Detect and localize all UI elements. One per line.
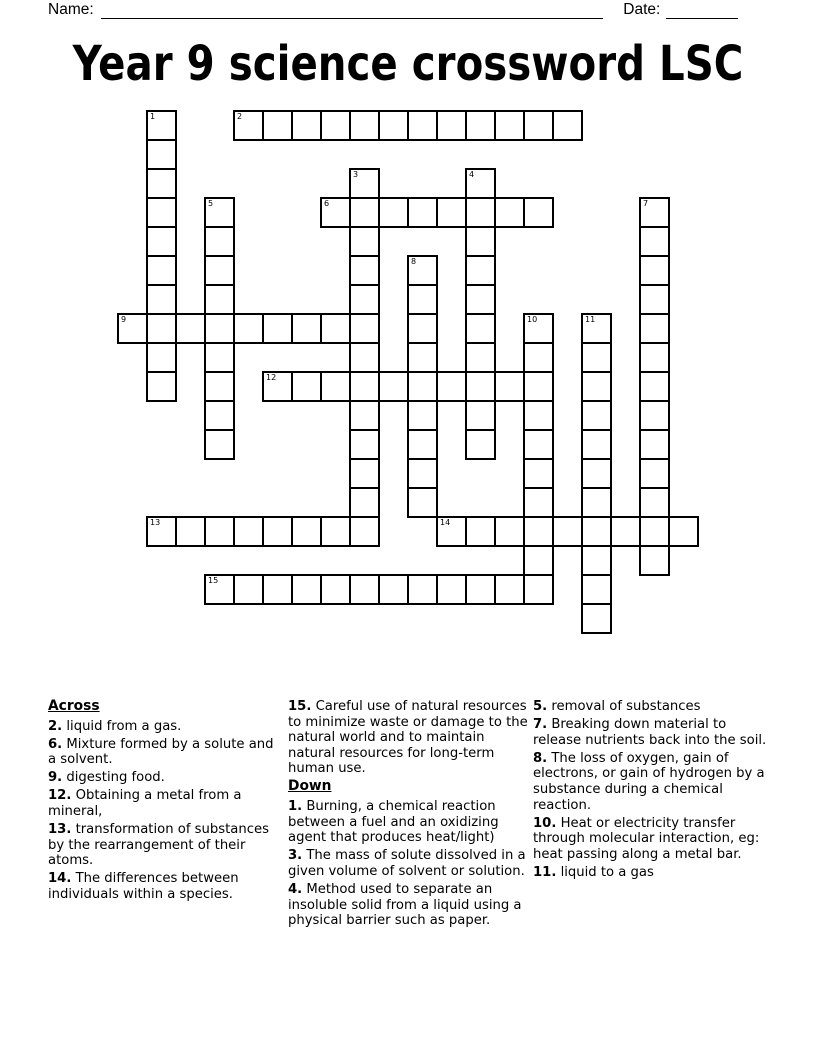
grid-cell[interactable]: [581, 545, 612, 576]
across-clues-list: [48, 719, 281, 903]
grid-cell[interactable]: [378, 371, 409, 402]
clue-number-label: 2.: [48, 718, 63, 734]
grid-cell[interactable]: [146, 139, 177, 170]
across-heading: Across: [48, 698, 100, 714]
grid-cell[interactable]: [175, 313, 206, 344]
clue-text: removal of substances: [547, 699, 701, 714]
grid-cell[interactable]: [262, 313, 293, 344]
clue-number-label: 11.: [533, 864, 557, 880]
clue-across-12: [48, 788, 281, 819]
grid-cell[interactable]: [436, 110, 467, 141]
grid-cell[interactable]: [494, 516, 525, 547]
grid-cell[interactable]: [523, 110, 554, 141]
grid-cell[interactable]: [523, 400, 554, 431]
grid-cell[interactable]: [262, 516, 293, 547]
clue-text: digesting food.: [62, 770, 165, 786]
grid-cell[interactable]: [581, 603, 612, 634]
grid-cell[interactable]: [523, 458, 554, 489]
clue-number-label: 12.: [48, 788, 72, 804]
name-input-line[interactable]: [101, 2, 604, 19]
grid-cell[interactable]: [523, 342, 554, 373]
grid-cell[interactable]: [436, 371, 467, 402]
grid-cell[interactable]: [639, 226, 670, 257]
grid-cell[interactable]: [465, 371, 496, 402]
grid-cell[interactable]: [349, 458, 380, 489]
page-title: Year 9 science crossword LSC: [72, 36, 744, 92]
grid-clue-number: 9: [121, 315, 127, 324]
grid-cell[interactable]: [349, 429, 380, 460]
grid-cell[interactable]: [291, 110, 322, 141]
grid-cell[interactable]: [320, 313, 351, 344]
grid-cell[interactable]: [320, 197, 351, 228]
grid-cell[interactable]: [668, 516, 699, 547]
grid-cell[interactable]: [436, 516, 467, 547]
grid-cell[interactable]: [262, 371, 293, 402]
clue-text: The differences between individuals within a species.: [48, 871, 239, 903]
grid-cell[interactable]: [204, 574, 235, 605]
grid-cell[interactable]: [407, 313, 438, 344]
grid-cell[interactable]: [204, 429, 235, 460]
grid-cell[interactable]: [639, 487, 670, 518]
grid-cell[interactable]: [378, 110, 409, 141]
grid-cell[interactable]: [204, 255, 235, 286]
name-label: Name:: [48, 1, 94, 18]
clue-down-7: [533, 717, 771, 748]
grid-cell[interactable]: [465, 168, 496, 199]
clue-text: transformation of substances by the rearrangement of their atoms.: [48, 822, 269, 869]
grid-clue-number: 8: [411, 257, 417, 266]
grid-clue-number: 1: [150, 112, 156, 121]
grid-cell[interactable]: [407, 197, 438, 228]
clues-column-3: [533, 699, 771, 883]
grid-cell[interactable]: [349, 574, 380, 605]
date-input-line[interactable]: [666, 2, 738, 19]
grid-cell[interactable]: [581, 371, 612, 402]
grid-cell[interactable]: [639, 284, 670, 315]
grid-cell[interactable]: [291, 574, 322, 605]
grid-cell[interactable]: [581, 313, 612, 344]
clue-number-label: 8.: [533, 750, 548, 766]
grid-cell[interactable]: [465, 313, 496, 344]
grid-clue-number: 13: [150, 518, 161, 527]
grid-cell[interactable]: [523, 516, 554, 547]
grid-cell[interactable]: [465, 197, 496, 228]
grid-cell[interactable]: [146, 168, 177, 199]
clue-number-label: 14.: [48, 871, 72, 887]
clue-down-4: [288, 882, 531, 929]
grid-clue-number: 2: [237, 112, 243, 121]
grid-cell[interactable]: [349, 284, 380, 315]
grid-cell[interactable]: [204, 342, 235, 373]
clue-down-10: [533, 816, 771, 863]
clue-number-label: 15.: [288, 699, 312, 714]
clues-column-1: [48, 699, 281, 905]
grid-cell[interactable]: [581, 516, 612, 547]
clue-text: Obtaining a metal from a mineral,: [48, 788, 242, 820]
grid-clue-number: 5: [208, 199, 214, 208]
clue-down-1: [288, 799, 531, 846]
across-clues-overflow: [288, 699, 531, 777]
grid-clue-number: 12: [266, 373, 277, 382]
grid-cell[interactable]: [639, 400, 670, 431]
grid-cell[interactable]: [523, 371, 554, 402]
grid-cell[interactable]: [465, 255, 496, 286]
clue-across-13: [48, 822, 281, 869]
grid-cell[interactable]: [639, 255, 670, 286]
grid-cell[interactable]: [639, 458, 670, 489]
grid-cell[interactable]: [204, 313, 235, 344]
clue-down-11: [533, 865, 771, 881]
grid-cell[interactable]: [639, 313, 670, 344]
grid-cell[interactable]: [349, 110, 380, 141]
grid-cell[interactable]: [581, 400, 612, 431]
grid-cell[interactable]: [349, 371, 380, 402]
grid-cell[interactable]: [349, 400, 380, 431]
grid-cell[interactable]: [204, 197, 235, 228]
grid-cell[interactable]: [117, 313, 148, 344]
grid-cell[interactable]: [639, 545, 670, 576]
grid-cell[interactable]: [204, 371, 235, 402]
grid-cell[interactable]: [233, 516, 264, 547]
grid-cell[interactable]: [146, 371, 177, 402]
grid-cell[interactable]: [320, 574, 351, 605]
grid-cell[interactable]: [349, 255, 380, 286]
grid-cell[interactable]: [320, 516, 351, 547]
down-clues-overflow: [533, 699, 771, 881]
grid-cell[interactable]: [465, 429, 496, 460]
grid-cell[interactable]: [233, 574, 264, 605]
grid-cell[interactable]: [233, 110, 264, 141]
grid-cell[interactable]: [407, 400, 438, 431]
grid-cell[interactable]: [349, 168, 380, 199]
clue-number-label: 4.: [288, 882, 303, 898]
grid-cell[interactable]: [639, 371, 670, 402]
grid-cell[interactable]: [378, 197, 409, 228]
grid-cell[interactable]: [204, 516, 235, 547]
grid-cell[interactable]: [407, 458, 438, 489]
clue-across-2: [48, 719, 281, 735]
grid-cell[interactable]: [175, 516, 206, 547]
clue-across-9: [48, 770, 281, 786]
grid-cell[interactable]: [146, 197, 177, 228]
grid-cell[interactable]: [320, 371, 351, 402]
grid-cell[interactable]: [494, 110, 525, 141]
clue-across-14: [48, 871, 281, 902]
grid-cell[interactable]: [552, 110, 583, 141]
name-date-bar: [48, 1, 738, 19]
grid-cell[interactable]: [465, 284, 496, 315]
down-heading: Down: [288, 778, 332, 795]
clue-down-3: [288, 848, 531, 879]
grid-cell[interactable]: [523, 545, 554, 576]
grid-cell[interactable]: [639, 197, 670, 228]
grid-clue-number: 11: [585, 315, 596, 324]
grid-cell[interactable]: [407, 284, 438, 315]
grid-cell[interactable]: [349, 197, 380, 228]
grid-cell[interactable]: [349, 516, 380, 547]
grid-cell[interactable]: [407, 429, 438, 460]
clue-text: The loss of oxygen, gain of electrons, or gain of hydrogen by a substance during a chemical reaction.: [533, 750, 765, 813]
grid-cell[interactable]: [204, 226, 235, 257]
clue-number-label: 7.: [533, 717, 548, 733]
grid-cell[interactable]: [465, 226, 496, 257]
clue-number-label: 1.: [288, 799, 303, 815]
grid-cell[interactable]: [494, 197, 525, 228]
grid-cell[interactable]: [436, 574, 467, 605]
clue-number-label: 6.: [48, 736, 63, 752]
grid-cell[interactable]: [523, 313, 554, 344]
grid-cell[interactable]: [146, 284, 177, 315]
grid-cell[interactable]: [639, 516, 670, 547]
grid-cell[interactable]: [291, 371, 322, 402]
clues-column-2: [288, 699, 531, 931]
grid-clue-number: 4: [469, 170, 475, 179]
grid-cell[interactable]: [146, 255, 177, 286]
grid-clue-number: 10: [527, 315, 538, 324]
grid-cell[interactable]: [610, 516, 641, 547]
grid-cell[interactable]: [407, 574, 438, 605]
grid-cell[interactable]: [320, 110, 351, 141]
grid-cell[interactable]: [146, 342, 177, 373]
grid-cell[interactable]: [407, 371, 438, 402]
grid-clue-number: 3: [353, 170, 359, 179]
grid-cell[interactable]: [523, 197, 554, 228]
grid-clue-number: 15: [208, 576, 219, 585]
date-label: Date:: [623, 1, 661, 18]
grid-cell[interactable]: [291, 313, 322, 344]
grid-cell[interactable]: [146, 313, 177, 344]
grid-cell[interactable]: [349, 342, 380, 373]
grid-cell[interactable]: [146, 110, 177, 141]
clue-text: liquid to a gas: [556, 864, 654, 880]
clue-text: Method used to separate an insoluble solid from a liquid using a physical barrier such as paper.: [288, 882, 522, 929]
grid-cell[interactable]: [407, 110, 438, 141]
grid-cell[interactable]: [262, 574, 293, 605]
clue-number-label: 3.: [288, 848, 303, 864]
grid-cell[interactable]: [494, 574, 525, 605]
grid-cell[interactable]: [291, 516, 322, 547]
grid-cell[interactable]: [465, 516, 496, 547]
grid-cell[interactable]: [581, 342, 612, 373]
clue-text: Burning, a chemical reaction between a fuel and an oxidizing agent that produces heat/light): [288, 799, 499, 846]
grid-cell[interactable]: [349, 487, 380, 518]
grid-cell[interactable]: [146, 516, 177, 547]
clue-text: Heat or electricity transfer through molecular interaction, eg: heat passing along a metal bar.: [533, 815, 760, 862]
grid-cell[interactable]: [552, 516, 583, 547]
clue-down-5: [533, 699, 771, 715]
clue-text: Careful use of natural resources to minimize waste or damage to the natural world and to maintain natural resources for long-term human use.: [288, 699, 528, 777]
grid-cell[interactable]: [204, 400, 235, 431]
grid-cell[interactable]: [465, 400, 496, 431]
grid-cell[interactable]: [407, 487, 438, 518]
grid-cell[interactable]: [349, 313, 380, 344]
grid-clue-number: 6: [324, 199, 330, 208]
grid-cell[interactable]: [349, 226, 380, 257]
grid-clue-number: 14: [440, 518, 451, 527]
grid-cell[interactable]: [523, 574, 554, 605]
clue-across-15: [288, 699, 531, 777]
grid-cell[interactable]: [204, 284, 235, 315]
grid-cell[interactable]: [233, 313, 264, 344]
grid-cell[interactable]: [581, 574, 612, 605]
clue-across-6: [48, 737, 281, 768]
clue-number-label: 5.: [533, 699, 548, 714]
clue-text: Mixture formed by a solute and a solvent.: [48, 736, 274, 768]
grid-cell[interactable]: [639, 342, 670, 373]
grid-cell[interactable]: [465, 342, 496, 373]
grid-cell[interactable]: [581, 429, 612, 460]
clue-number-label: 13.: [48, 822, 72, 838]
grid-cell[interactable]: [581, 458, 612, 489]
grid-cell[interactable]: [407, 255, 438, 286]
grid-cell[interactable]: [146, 226, 177, 257]
clue-number-label: 10.: [533, 815, 557, 831]
grid-cell[interactable]: [262, 110, 293, 141]
clue-text: liquid from a gas.: [62, 718, 182, 734]
grid-cell[interactable]: [523, 429, 554, 460]
grid-cell[interactable]: [465, 574, 496, 605]
grid-cell[interactable]: [494, 371, 525, 402]
grid-cell[interactable]: [407, 342, 438, 373]
clue-down-8: [533, 751, 771, 813]
grid-cell[interactable]: [378, 574, 409, 605]
clue-text: Breaking down material to release nutrients back into the soil.: [533, 717, 767, 748]
grid-cell[interactable]: [581, 487, 612, 518]
down-clues-list: [288, 799, 531, 929]
grid-cell[interactable]: [639, 429, 670, 460]
clue-text: The mass of solute dissolved in a given volume of solvent or solution.: [288, 848, 526, 879]
clue-number-label: 9.: [48, 770, 63, 786]
grid-clue-number: 7: [643, 199, 649, 208]
grid-cell[interactable]: [465, 110, 496, 141]
grid-cell[interactable]: [436, 197, 467, 228]
grid-cell[interactable]: [523, 487, 554, 518]
